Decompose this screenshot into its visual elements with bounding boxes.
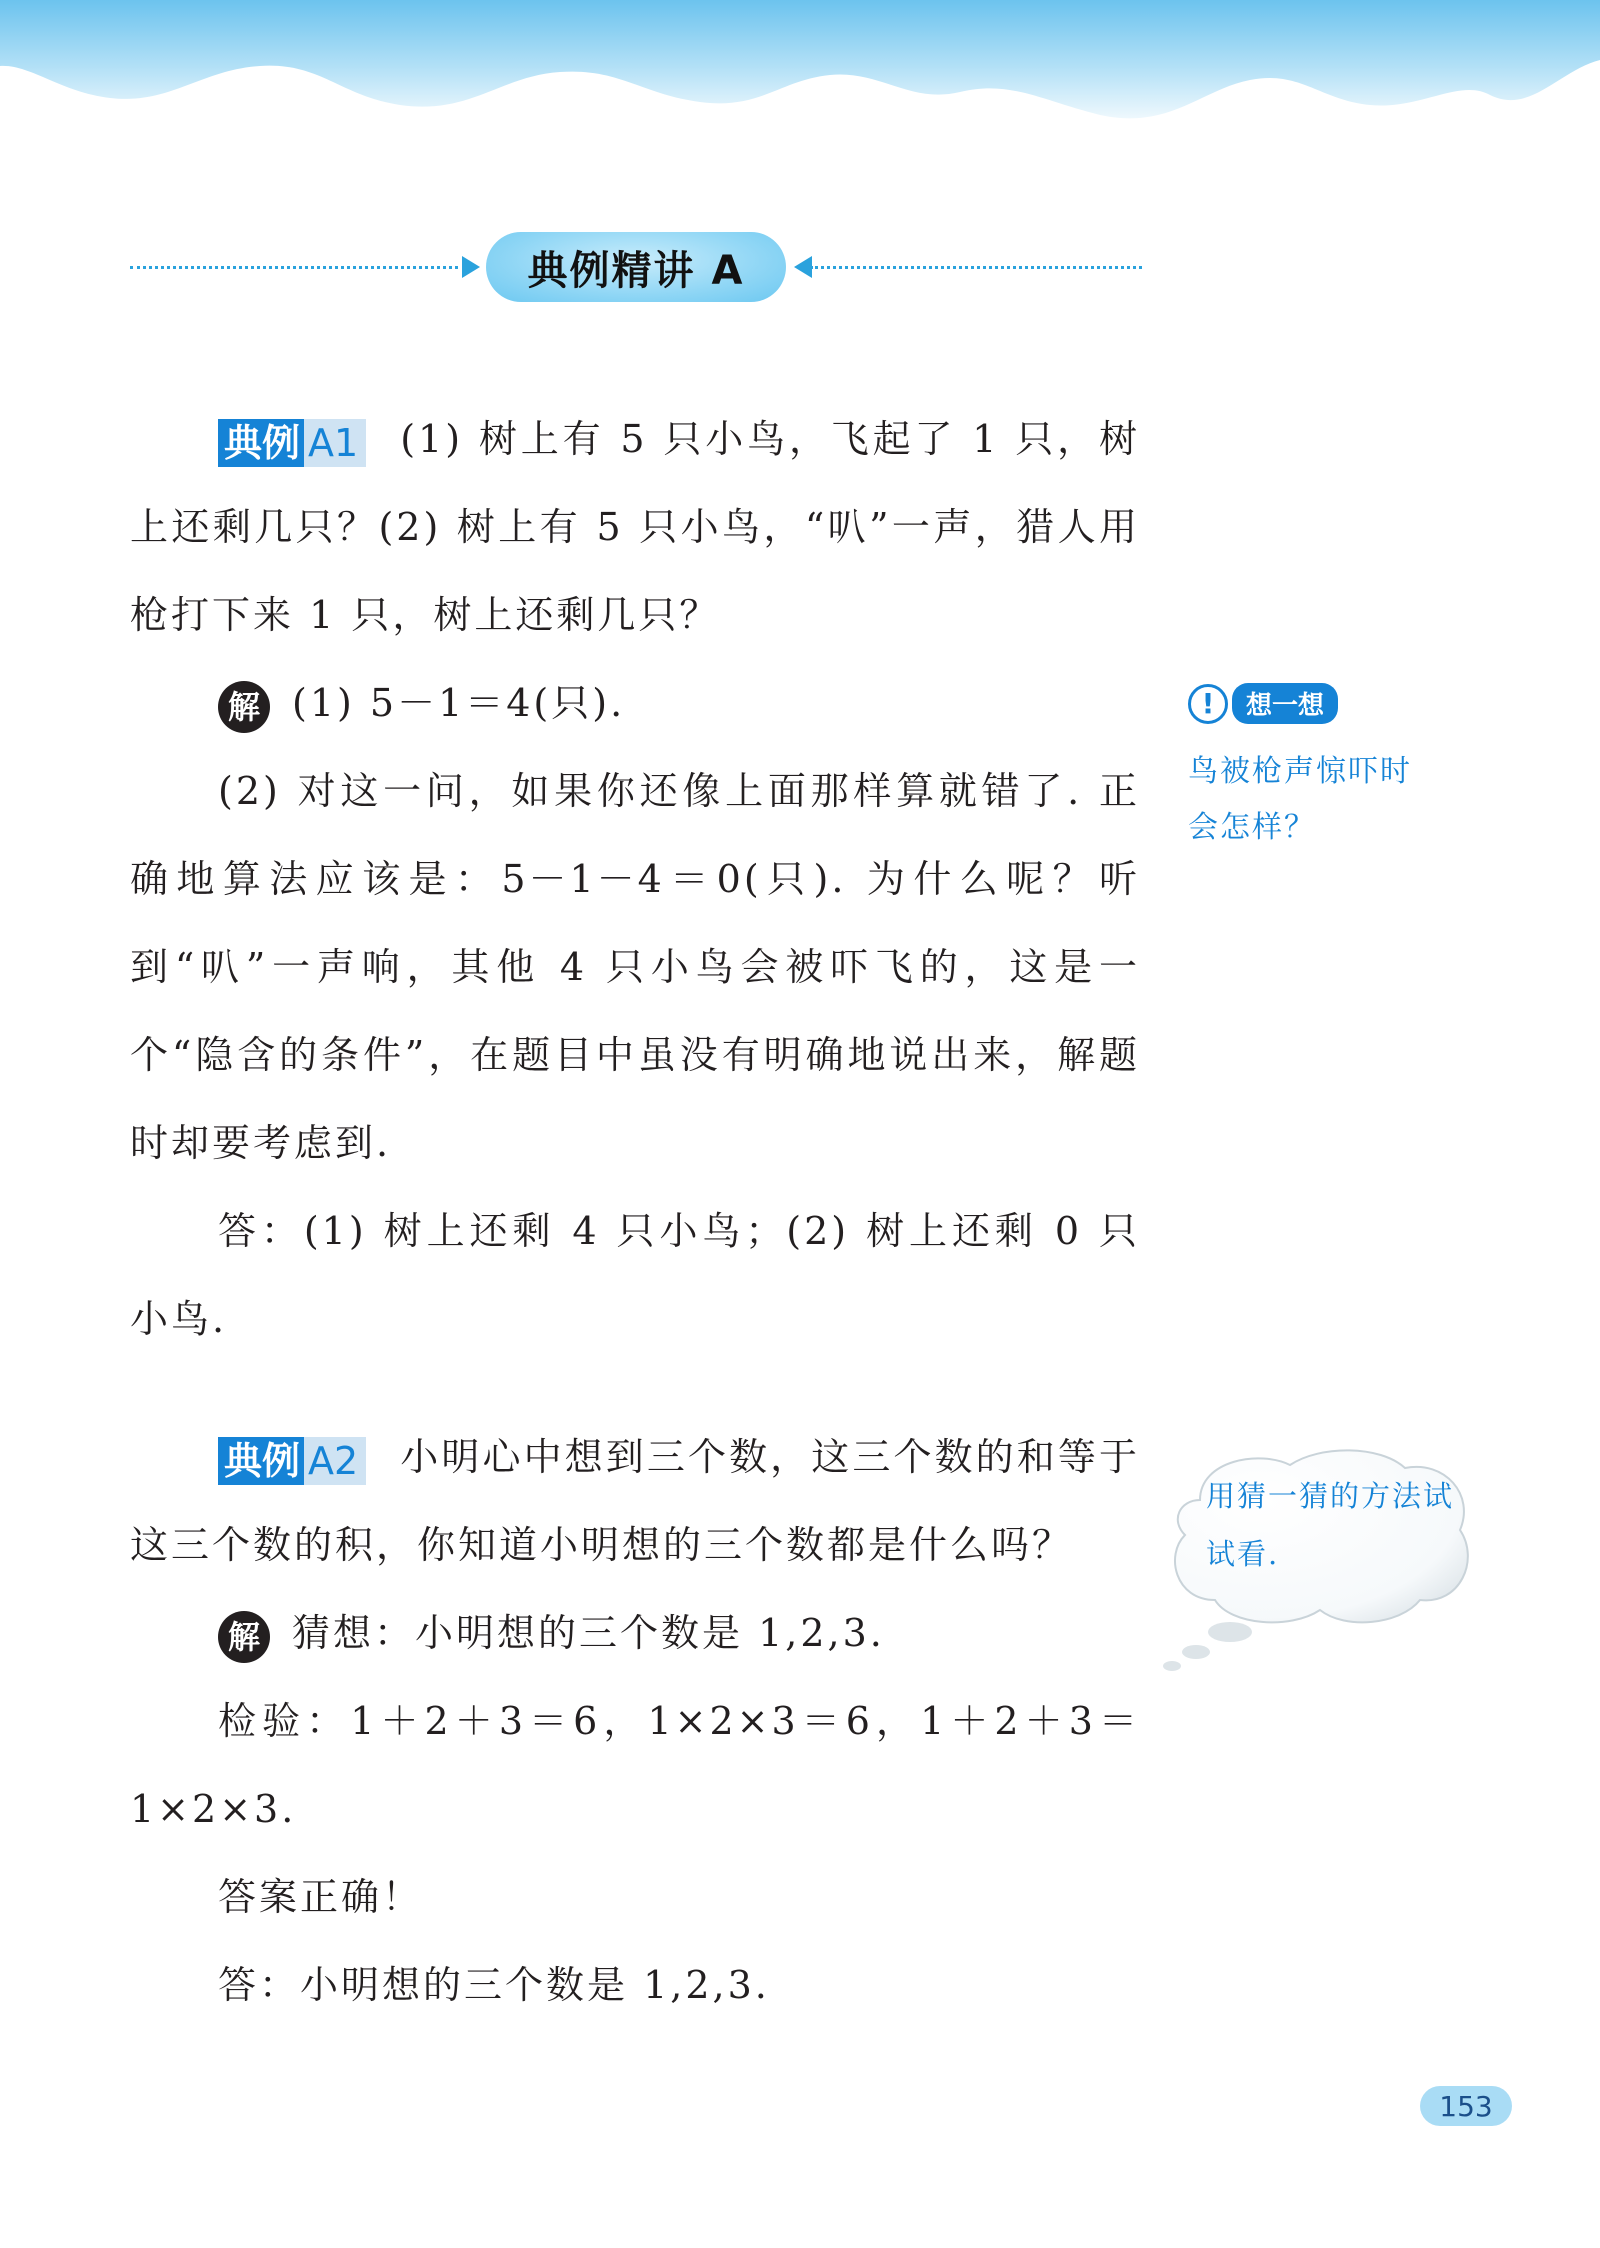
sky-banner bbox=[0, 0, 1600, 190]
page-number: 153 bbox=[1420, 2086, 1512, 2126]
section-header bbox=[130, 230, 1142, 304]
solution-badge: 解 bbox=[218, 1611, 270, 1663]
example-1-question bbox=[130, 395, 1140, 659]
solution-text: (1) 5－1＝4(只). bbox=[292, 681, 626, 725]
example-label-number: A2 bbox=[304, 1437, 366, 1485]
question-text: (1) 树上有 5 只小鸟，飞起了 1 只，树上还剩几只？(2) 树上有 5 只小鸟，“叭”一声，猎人用枪打下来 1 只，树上还剩几只？ bbox=[130, 417, 1140, 637]
guess-text: 猜想：小明想的三个数是 1,2,3. bbox=[292, 1611, 885, 1655]
section-title: 典例精讲 A bbox=[486, 232, 786, 302]
solution-badge: 解 bbox=[218, 681, 270, 733]
exclamation-icon: ! bbox=[1188, 684, 1228, 724]
example-1-answer: 答：(1) 树上还剩 4 只小鸟；(2) 树上还剩 0 只小鸟. bbox=[130, 1209, 1140, 1341]
example-2-answer: 答：小明想的三个数是 1,2,3. bbox=[218, 1963, 770, 2007]
think-note bbox=[1188, 683, 1428, 856]
example-1-solution-2: (2) 对这一问，如果你还像上面那样算就错了. 正确地算法应该是：5－1－4＝0(只). 为什么呢？听到“叭”一声响，其他 4 只小鸟会被吓飞的，这是一个“隐含的条件”，在题目中虽没有明确地说出来，解题时却要考虑到. bbox=[130, 769, 1140, 1165]
example-2-question bbox=[130, 1413, 1140, 1589]
example-label-number: A1 bbox=[304, 419, 366, 467]
example-2-guess bbox=[130, 1589, 1140, 1677]
think-text: 鸟被枪声惊吓时会怎样？ bbox=[1188, 754, 1412, 845]
think-header bbox=[1188, 683, 1428, 724]
question-text: 小明心中想到三个数，这三个数的和等于这三个数的积，你知道小明想的三个数都是什么吗？ bbox=[130, 1435, 1140, 1567]
arrow-right-icon bbox=[462, 256, 480, 278]
example-label bbox=[218, 1437, 366, 1485]
dotted-line-right bbox=[810, 266, 1142, 269]
example-2-check: 检验：1＋2＋3＝6，1×2×3＝6，1＋2＋3＝1×2×3. bbox=[130, 1699, 1140, 1831]
example-label-main: 典例 bbox=[218, 419, 304, 467]
main-content bbox=[130, 395, 1140, 2029]
example-label bbox=[218, 419, 366, 467]
example-1-solution-1 bbox=[130, 659, 1140, 747]
dotted-line-left bbox=[130, 266, 465, 269]
cloud-text: 用猜一猜的方法试试看. bbox=[1206, 1479, 1455, 1571]
think-tag: 想一想 bbox=[1232, 683, 1338, 724]
example-2-correct: 答案正确！ bbox=[218, 1875, 424, 1919]
example-label-main: 典例 bbox=[218, 1437, 304, 1485]
